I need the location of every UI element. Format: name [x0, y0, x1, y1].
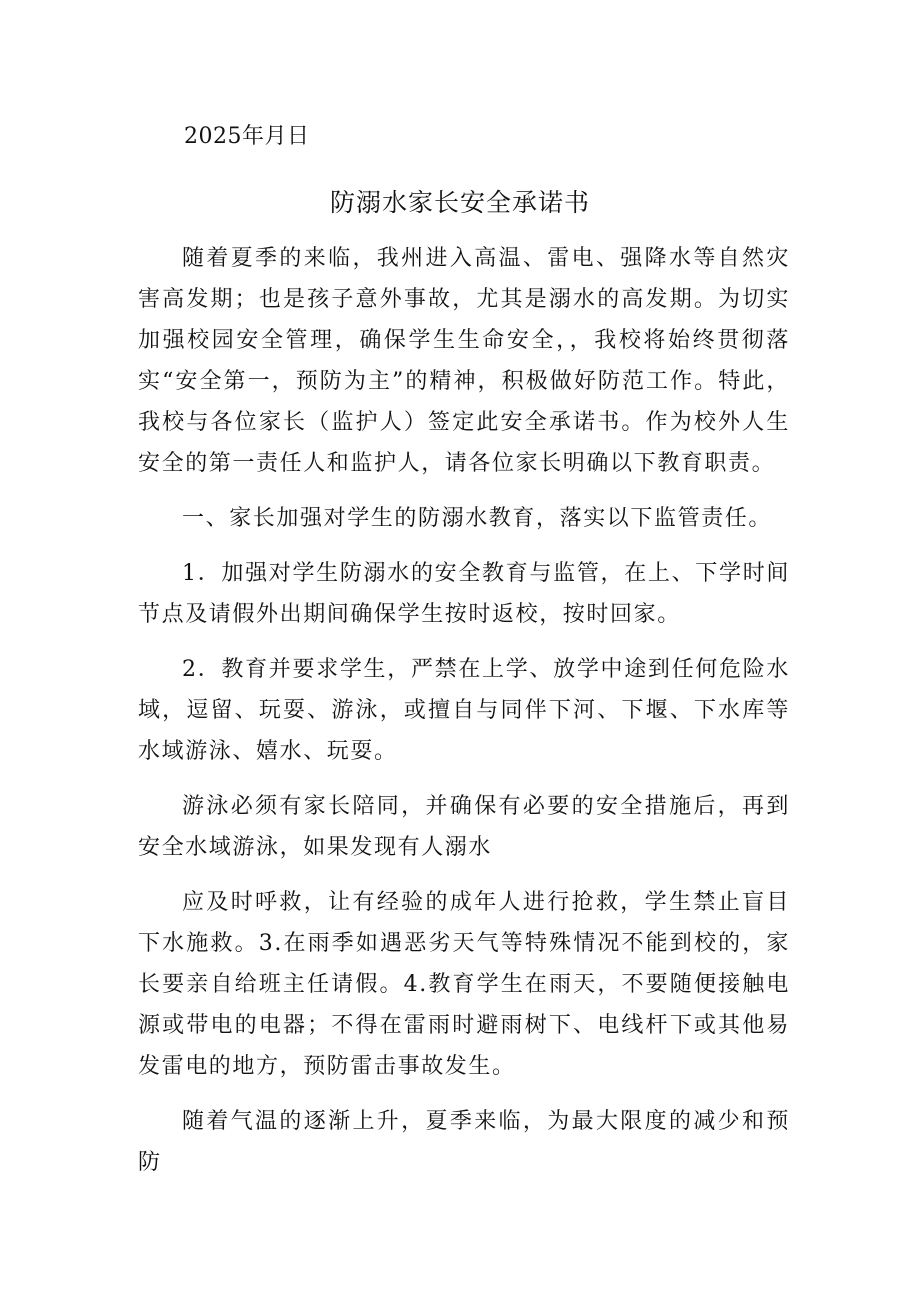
document-date: 2025年月日: [184, 124, 310, 149]
paragraph-rescue: 应及时呼救，让有经验的成年人进行抢救，学生禁止盲目下水施救。3.在雨季如遇恶劣天气等特殊情况不能到校的，家长要亲自给班主任请假。4.教育学生在雨天，不要随便接触电源或带电的电器；不得在雷雨时避雨树下、电线杆下或其他易发雷电的地方，预防雷击事故发生。: [138, 890, 790, 1079]
paragraph-swimming: 游泳必须有家长陪同，并确保有必要的安全措施后，再到安全水域游泳，如果发现有人溺水: [138, 794, 790, 860]
document-body: [138, 238, 790, 1183]
paragraph-item-2: 2．教育并要求学生，严禁在上学、放学中途到任何危险水域，逗留、玩耍、游泳，或擅自与同伴下河、下堰、下水库等水域游泳、嬉水、玩耍。: [138, 657, 790, 764]
paragraph-intro: 随着夏季的来临，我州进入高温、雷电、强降水等自然灾害高发期；也是孩子意外事故，尤其是溺水的高发期。为切实加强校园安全管理，确保学生生命安全，，我校将始终贯彻落实“安全第一，预防为主”的精神，积极做好防范工作。特此，我校与各位家长（监护人）签定此安全承诺书。作为校外人生安全的第一责任人和监护人，请各位家长明确以下教育职责。: [138, 246, 790, 476]
paragraph-closing: 随着气温的逐渐上升，夏季来临，为最大限度的减少和预防: [138, 1109, 790, 1175]
paragraph-section-one: 一、家长加强对学生的防溺水教育，落实以下监管责任。: [182, 506, 773, 531]
document-title: 防溺水家长安全承诺书: [329, 188, 590, 217]
paragraph-item-1: 1．加强对学生防溺水的安全教育与监管，在上、下学时间节点及请假外出期间确保学生按时返校，按时回家。: [138, 561, 790, 627]
